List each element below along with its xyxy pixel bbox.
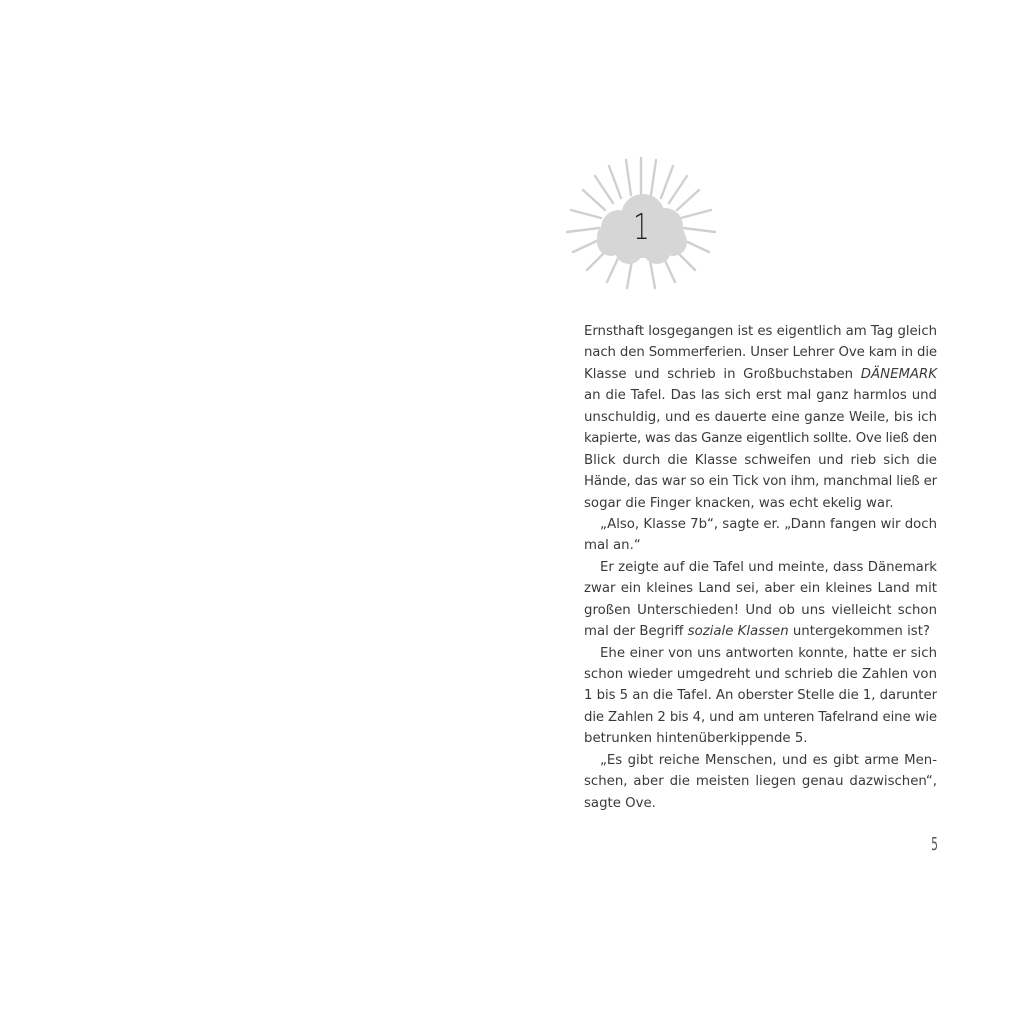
text-line: Ehe einer von uns antworten konnte, hatte er sich	[600, 645, 937, 661]
text-segment: Klasse und schrieb in Großbuchstaben	[584, 366, 861, 382]
text-line: kapierte, was das Ganze eigentlich sollte. Ove ließ den	[584, 431, 937, 447]
page-number: 5	[931, 834, 938, 855]
text-line: schon wieder umgedreht und schrieb die Zahlen von	[584, 667, 937, 682]
text-line	[584, 364, 937, 385]
chapter-emblem	[563, 152, 719, 292]
text-line: Er zeigte auf die Tafel und meinte, dass Dänemark	[600, 559, 937, 575]
text-line: Blick durch die Klasse schweifen und rieb sich die	[584, 452, 937, 468]
text-line: zwar ein kleines Land sei, aber ein kleines Land mit	[584, 581, 937, 597]
text-line: die Zahlen 2 bis 4, und am unteren Tafelrand eine wie	[584, 709, 937, 725]
text-line: schen, aber die meisten liegen genau dazwischen“,	[584, 774, 937, 790]
text-line: 1 bis 5 an die Tafel. An oberster Stelle die 1, darunter	[584, 688, 937, 704]
italic-word: DÄNEMARK	[860, 366, 937, 382]
text-line: Ernsthaft losgegangen ist es eigentlich am Tag gleich	[584, 324, 937, 339]
text-segment: mal der Begriff	[584, 624, 688, 640]
text-line: nach den Sommerferien. Unser Lehrer Ove kam in die	[584, 345, 937, 361]
text-line: sagte Ove.	[584, 795, 656, 811]
text-line: betrunken hintenüberkippende 5.	[584, 731, 808, 747]
text-line: „Also, Klasse 7b“, sagte er. „Dann fangen wir doch	[600, 516, 937, 532]
chapter-number: 1	[633, 207, 649, 248]
text-line: unschuldig, und es dauerte eine ganze Weile, bis ich	[584, 409, 937, 425]
text-line	[584, 621, 937, 642]
text-segment: untergekommen ist?	[788, 624, 930, 640]
text-line: mal an.“	[584, 538, 641, 554]
text-line: Hände, das war so ein Tick von ihm, manchmal ließ er	[584, 474, 937, 490]
chapter-body-text	[584, 321, 937, 814]
text-line: sogar die Finger knacken, was echt ekelig war.	[584, 495, 894, 511]
text-line: „Es gibt reiche Menschen, und es gibt arme Men-	[600, 752, 937, 768]
italic-phrase: soziale Klassen	[687, 624, 789, 640]
text-line: an die Tafel. Das las sich erst mal ganz harmlos und	[584, 388, 937, 404]
text-line: großen Unterschieden! Und ob uns vielleicht schon	[584, 602, 937, 618]
